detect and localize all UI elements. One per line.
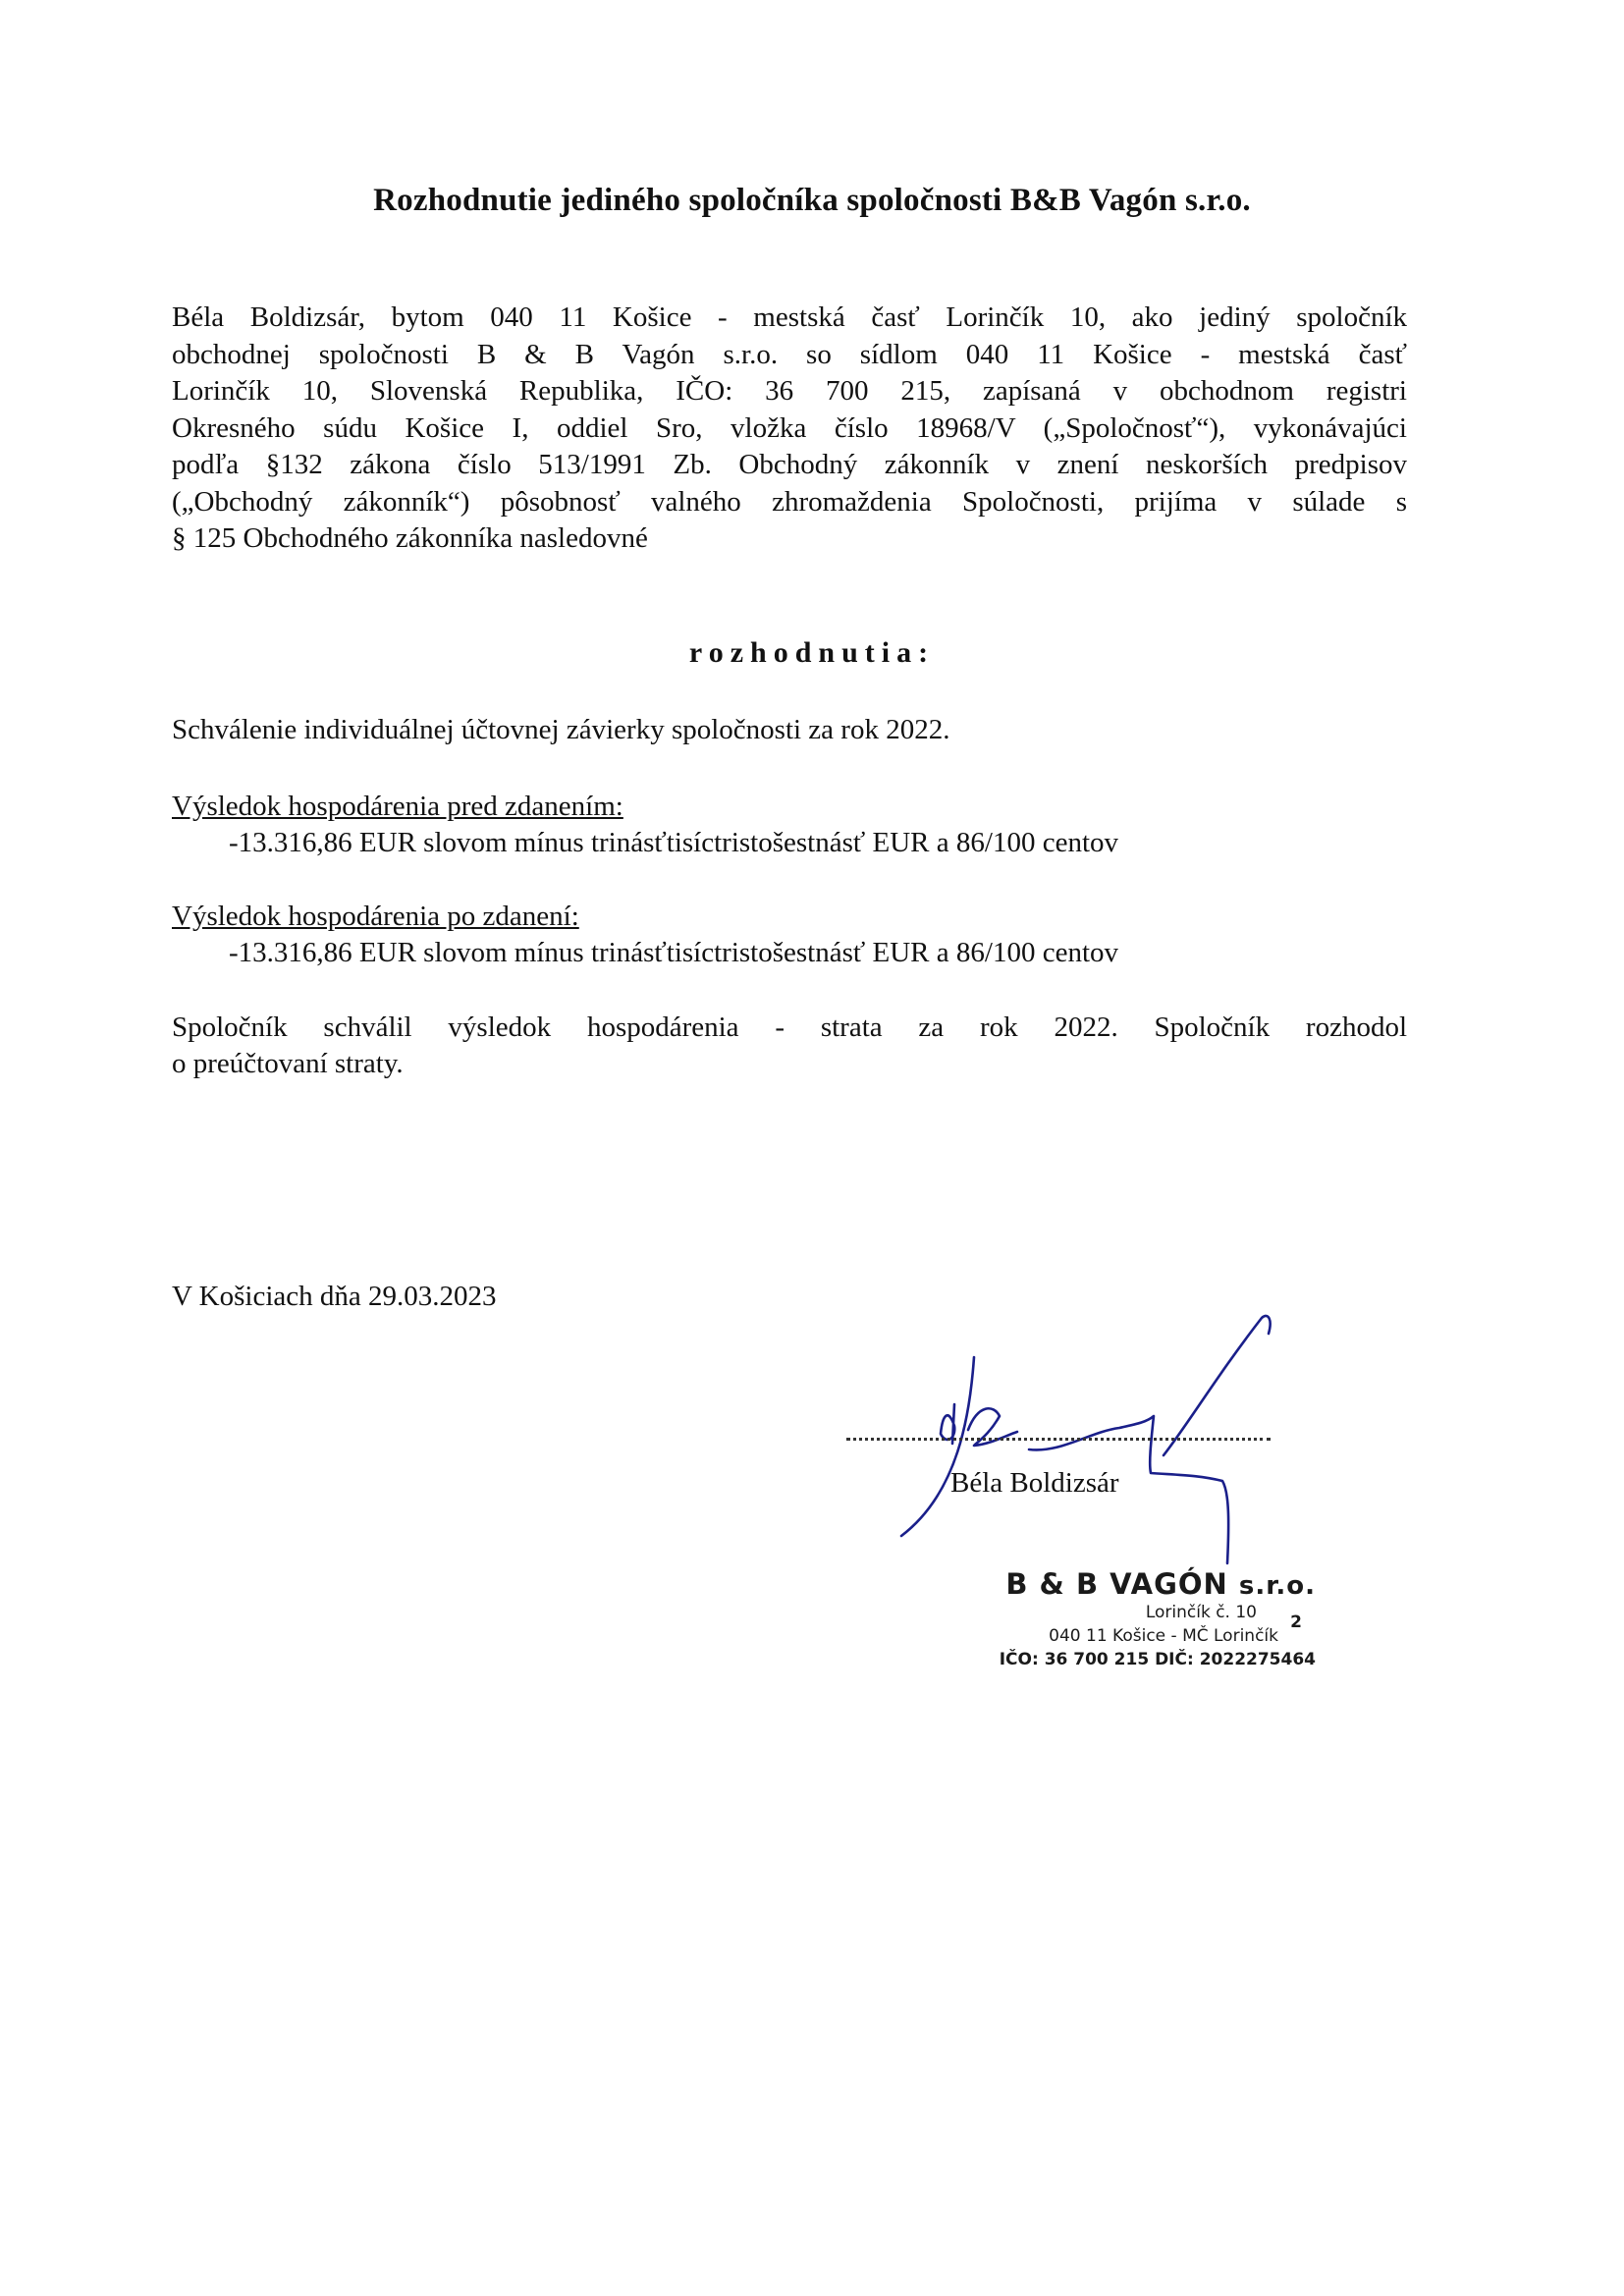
result-before-tax-label: Výsledok hospodárenia pred zdanením: [172, 791, 623, 822]
decisions-heading: rozhodnutia: [688, 636, 936, 669]
approval-text: Schválenie individuálnej účtovnej závierky spoločnosti za rok 2022. [172, 714, 950, 745]
stamp-address-line1: Lorinčík č. 10 [1145, 1603, 1257, 1622]
company-stamp [962, 1567, 1316, 1671]
stamp-number: 2 [1290, 1613, 1302, 1632]
intro-line: obchodnej spoločnosti B & B Vagón s.r.o. so sídlom 040 11 Košice - mestská časť [172, 338, 1407, 370]
signer-name: Béla Boldizsár [950, 1467, 1119, 1499]
intro-line: podľa §132 zákona číslo 513/1991 Zb. Obchodný zákonník v znení neskorších predpisov [172, 449, 1407, 480]
signature-line [846, 1438, 1271, 1441]
handwritten-signature [884, 1306, 1316, 1581]
signature-stroke [1164, 1316, 1271, 1455]
conclusion-line: o preúčtovaní straty. [172, 1048, 404, 1079]
conclusion-line: Spoločník schválil výsledok hospodárenia - strata za rok 2022. Spoločník rozhodol [172, 1011, 1407, 1043]
stamp-company-row [962, 1567, 1316, 1601]
intro-line: § 125 Obchodného zákonníka nasledovné [172, 522, 648, 554]
stamp-company-suffix: s.r.o. [1238, 1571, 1316, 1601]
intro-line: („Obchodný zákonník“) pôsobnosť valného zhromaždenia Spoločnosti, prijíma v súlade s [172, 485, 1407, 518]
place-date: V Košiciach dňa 29.03.2023 [172, 1281, 497, 1312]
conclusion-paragraph [172, 1010, 1407, 1082]
signature-stroke [901, 1357, 974, 1536]
document-title: Rozhodnutie jediného spoločníka spoločnosti B&B Vagón s.r.o. [373, 183, 1251, 218]
intro-line: Okresného súdu Košice I, oddiel Sro, vložka číslo 18968/V („Spoločnosť“), vykonávajúci [172, 411, 1407, 444]
stamp-ids-line: IČO: 36 700 215 DIČ: 2022275464 [999, 1650, 1316, 1669]
result-after-tax-label: Výsledok hospodárenia po zdanení: [172, 901, 579, 932]
result-before-tax-value: -13.316,86 EUR slovom mínus trinásťtisíctristošestnásť EUR a 86/100 centov [229, 827, 1118, 858]
stamp-company-name: B & B VAGÓN [1005, 1567, 1228, 1601]
result-after-tax-value: -13.316,86 EUR slovom mínus trinásťtisíctristošestnásť EUR a 86/100 centov [229, 937, 1118, 968]
stamp-address-line2: 040 11 Košice - MČ Lorinčík [1049, 1626, 1278, 1646]
intro-line: Lorinčík 10, Slovenská Republika, IČO: 36 700 215, zapísaná v obchodnom registri [172, 375, 1407, 407]
intro-paragraph [172, 300, 1407, 558]
intro-line: Béla Boldizsár, bytom 040 11 Košice - mestská časť Lorinčík 10, ako jediný spoločník [172, 301, 1407, 333]
